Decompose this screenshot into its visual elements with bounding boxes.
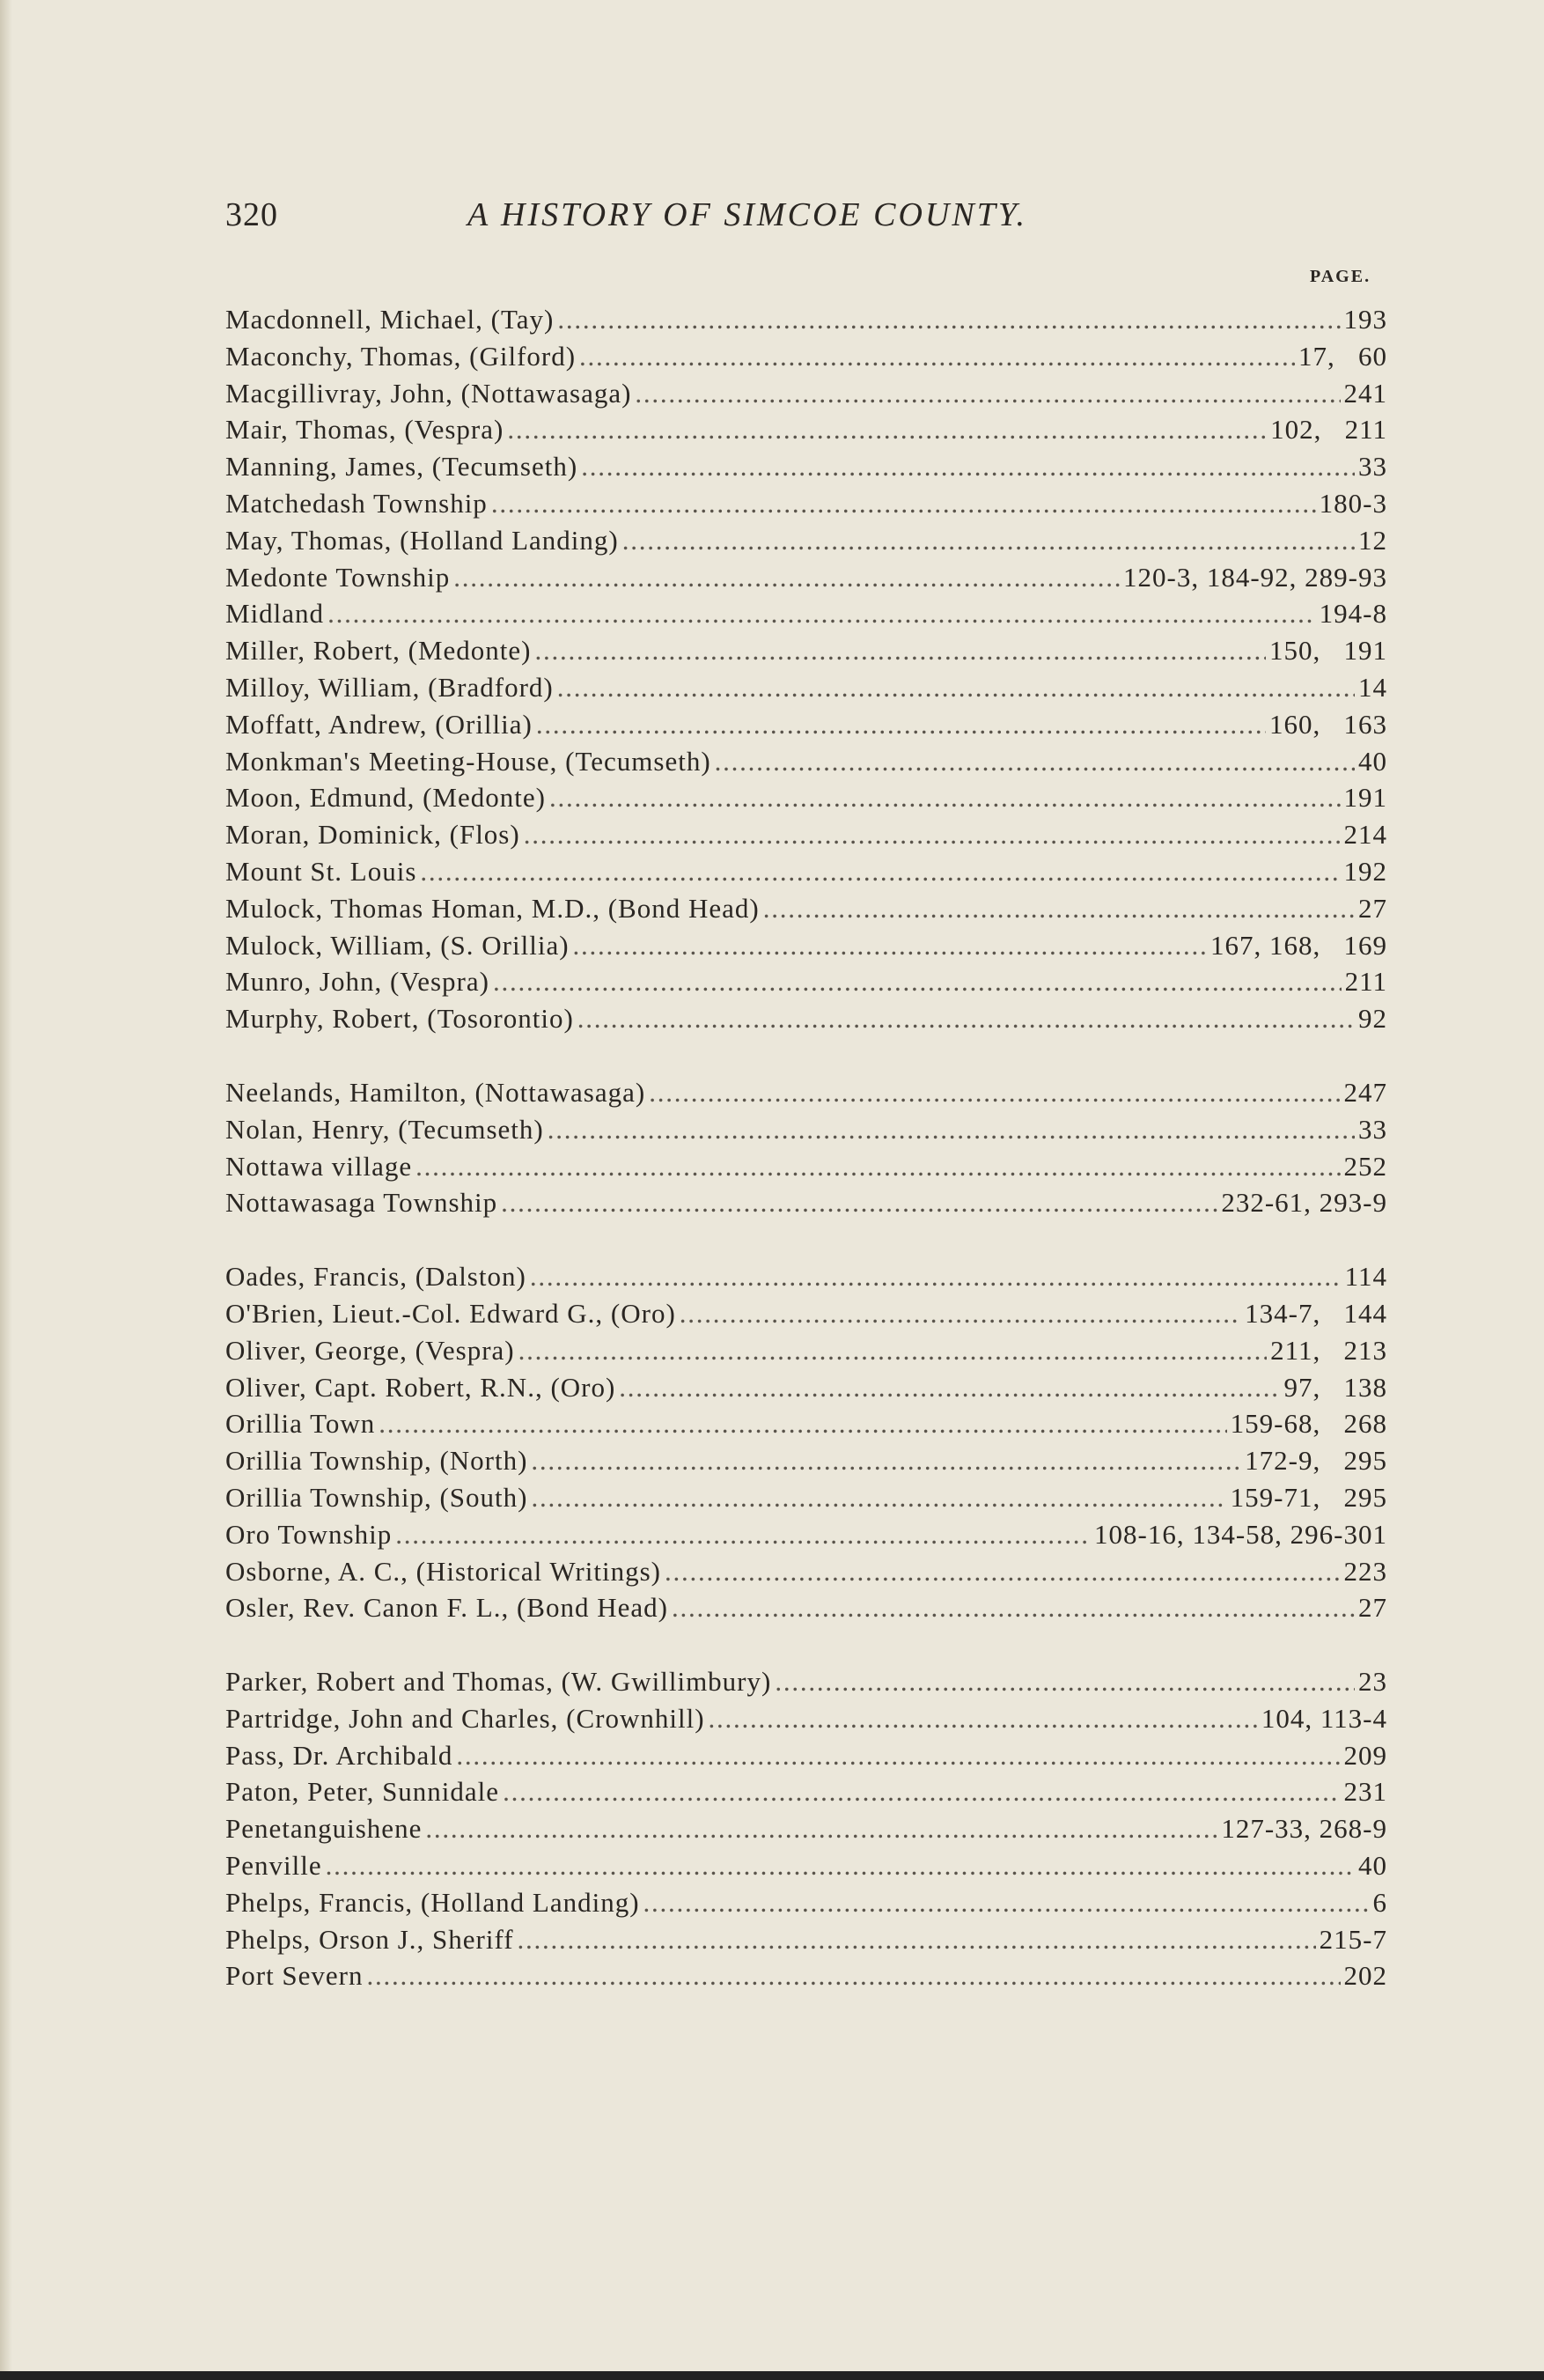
entry-name: Osborne, A. C., (Historical Writings) bbox=[225, 1555, 661, 1587]
entry-pages: 193 bbox=[1343, 304, 1387, 335]
dot-leader bbox=[709, 1703, 1258, 1735]
entry-name: Oliver, George, (Vespra) bbox=[225, 1334, 515, 1366]
dot-leader bbox=[579, 341, 1295, 372]
entry-name: Munro, John, (Vespra) bbox=[225, 966, 489, 998]
index-entry bbox=[225, 1666, 1387, 1703]
index-entry bbox=[225, 782, 1387, 819]
dot-leader bbox=[619, 1372, 1280, 1404]
entry-pages: 127-33, 268-9 bbox=[1221, 1813, 1387, 1845]
entry-pages: 167, 168, 169 bbox=[1210, 929, 1387, 961]
index-entry bbox=[225, 635, 1387, 672]
entry-name: Maconchy, Thomas, (Gilford) bbox=[225, 340, 577, 372]
entry-name: Partridge, John and Charles, (Crownhill) bbox=[225, 1702, 705, 1734]
entry-pages: 6 bbox=[1372, 1886, 1387, 1918]
entry-name: Oliver, Capt. Robert, R.N., (Oro) bbox=[225, 1371, 616, 1403]
dot-leader bbox=[557, 304, 1340, 335]
index-entry bbox=[225, 1003, 1387, 1040]
entry-pages: 33 bbox=[1358, 451, 1387, 483]
entry-pages: 215-7 bbox=[1319, 1923, 1387, 1955]
index-entry bbox=[225, 451, 1387, 488]
dot-leader bbox=[415, 1151, 1340, 1183]
entry-pages: 150, 191 bbox=[1269, 635, 1387, 667]
entry-name: Monkman's Meeting-House, (Tecumseth) bbox=[225, 745, 711, 777]
dot-leader bbox=[763, 893, 1355, 925]
index-entry bbox=[225, 856, 1387, 893]
entry-name: Milloy, William, (Bradford) bbox=[225, 671, 554, 703]
dot-leader bbox=[548, 1114, 1355, 1146]
entry-name: Mulock, Thomas Homan, M.D., (Bond Head) bbox=[225, 892, 760, 924]
dot-leader bbox=[367, 1960, 1341, 1992]
page-edge-shadow bbox=[0, 0, 12, 2380]
entry-pages: 27 bbox=[1358, 892, 1387, 924]
index-entry bbox=[225, 1703, 1387, 1740]
entry-name: Moran, Dominick, (Flos) bbox=[225, 819, 520, 851]
entry-pages: 17, 60 bbox=[1298, 340, 1387, 372]
dot-leader bbox=[453, 562, 1120, 593]
entry-name: Macgillivray, John, (Nottawasaga) bbox=[225, 377, 632, 409]
entry-name: Mulock, William, (S. Orillia) bbox=[225, 929, 570, 961]
dot-leader bbox=[534, 635, 1266, 667]
entry-pages: 104, 113-4 bbox=[1261, 1702, 1387, 1734]
dot-leader bbox=[680, 1298, 1241, 1330]
dot-leader bbox=[507, 414, 1267, 446]
entry-name: Oades, Francis, (Dalston) bbox=[225, 1261, 526, 1293]
index-group bbox=[225, 1261, 1387, 1629]
entry-name: Parker, Robert and Thomas, (W. Gwillimbury) bbox=[225, 1666, 772, 1698]
entry-pages: 102, 211 bbox=[1270, 414, 1387, 446]
dot-leader bbox=[573, 930, 1207, 962]
page-bottom-edge bbox=[0, 2371, 1544, 2380]
entry-pages: 114 bbox=[1344, 1261, 1387, 1293]
dot-leader bbox=[715, 746, 1355, 777]
index-entry bbox=[225, 1408, 1387, 1445]
page-number: 320 bbox=[225, 196, 278, 233]
entry-pages: 192 bbox=[1343, 855, 1387, 887]
index-entry bbox=[225, 746, 1387, 783]
entry-pages: 223 bbox=[1343, 1555, 1387, 1587]
entry-pages: 97, 138 bbox=[1283, 1371, 1387, 1403]
dot-leader bbox=[327, 598, 1316, 630]
entry-pages: 40 bbox=[1358, 1850, 1387, 1882]
index-entry bbox=[225, 1482, 1387, 1519]
dot-leader bbox=[672, 1592, 1355, 1624]
dot-leader bbox=[649, 1077, 1340, 1109]
entry-pages: 241 bbox=[1343, 377, 1387, 409]
index-entry bbox=[225, 1445, 1387, 1482]
index-entry bbox=[225, 1813, 1387, 1850]
entry-pages: 160, 163 bbox=[1269, 708, 1387, 740]
index-entry bbox=[225, 1114, 1387, 1151]
index-entry bbox=[225, 1261, 1387, 1298]
entry-name: Phelps, Francis, (Holland Landing) bbox=[225, 1886, 640, 1918]
index-entry bbox=[225, 709, 1387, 746]
entry-pages: 232-61, 293-9 bbox=[1221, 1187, 1387, 1219]
entry-pages: 209 bbox=[1343, 1739, 1387, 1771]
entry-pages: 211, 213 bbox=[1270, 1334, 1387, 1366]
entry-name: Orillia Town bbox=[225, 1408, 376, 1440]
page-column-heading: PAGE. bbox=[1310, 267, 1371, 286]
entry-name: Nolan, Henry, (Tecumseth) bbox=[225, 1113, 544, 1145]
entry-pages: 40 bbox=[1358, 745, 1387, 777]
entry-pages: 27 bbox=[1358, 1592, 1387, 1624]
entry-pages: 108-16, 134-58, 296-301 bbox=[1094, 1518, 1387, 1550]
entry-name: Phelps, Orson J., Sheriff bbox=[225, 1923, 514, 1955]
index-entry bbox=[225, 1556, 1387, 1593]
entry-name: Pass, Dr. Archibald bbox=[225, 1739, 453, 1771]
entry-name: May, Thomas, (Holland Landing) bbox=[225, 524, 619, 556]
index-group bbox=[225, 1077, 1387, 1224]
entry-pages: 194-8 bbox=[1319, 598, 1387, 630]
dot-leader bbox=[536, 709, 1266, 741]
entry-name: O'Brien, Lieut.-Col. Edward G., (Oro) bbox=[225, 1297, 676, 1329]
dot-leader bbox=[622, 525, 1355, 556]
entry-pages: 172-9, 295 bbox=[1245, 1445, 1387, 1477]
entry-name: Moffatt, Andrew, (Orillia) bbox=[225, 708, 533, 740]
dot-leader bbox=[491, 488, 1316, 519]
index-entry bbox=[225, 1077, 1387, 1114]
index-entry bbox=[225, 414, 1387, 451]
index-entry bbox=[225, 1151, 1387, 1188]
dot-leader bbox=[665, 1556, 1341, 1588]
index-entry bbox=[225, 488, 1387, 525]
entry-pages: 12 bbox=[1358, 524, 1387, 556]
entry-name: Oro Township bbox=[225, 1518, 393, 1550]
dot-leader bbox=[581, 451, 1355, 483]
entry-name: Port Severn bbox=[225, 1960, 364, 1992]
entry-pages: 211 bbox=[1344, 966, 1387, 998]
entry-pages: 159-68, 268 bbox=[1230, 1408, 1387, 1440]
dot-leader bbox=[635, 378, 1340, 409]
entry-pages: 180-3 bbox=[1319, 487, 1387, 519]
dot-leader bbox=[395, 1519, 1091, 1551]
entry-pages: 14 bbox=[1358, 671, 1387, 703]
index-entry bbox=[225, 1187, 1387, 1224]
index-entry bbox=[225, 966, 1387, 1003]
dot-leader bbox=[549, 782, 1341, 814]
dot-leader bbox=[524, 819, 1341, 851]
index-entry bbox=[225, 1372, 1387, 1409]
entry-name: Miller, Robert, (Medonte) bbox=[225, 635, 532, 667]
entry-pages: 120-3, 184-92, 289-93 bbox=[1123, 561, 1387, 593]
index-entry bbox=[225, 819, 1387, 856]
entry-name: Osler, Rev. Canon F. L., (Bond Head) bbox=[225, 1592, 668, 1624]
index-entry bbox=[225, 1924, 1387, 1961]
index-entry bbox=[225, 1298, 1387, 1335]
dot-leader bbox=[530, 1261, 1342, 1293]
running-head bbox=[225, 195, 1387, 239]
index-entry bbox=[225, 1519, 1387, 1556]
dot-leader bbox=[577, 1003, 1355, 1035]
index-entry bbox=[225, 378, 1387, 415]
index-entry bbox=[225, 1850, 1387, 1887]
entry-pages: 214 bbox=[1343, 819, 1387, 851]
index-list bbox=[225, 304, 1387, 2034]
dot-leader bbox=[503, 1776, 1340, 1808]
dot-leader bbox=[425, 1813, 1217, 1845]
dot-leader bbox=[531, 1482, 1226, 1514]
book-title: A HISTORY OF SIMCOE COUNTY. bbox=[467, 196, 1027, 233]
entry-pages: 252 bbox=[1343, 1150, 1387, 1182]
dot-leader bbox=[379, 1408, 1226, 1440]
entry-name: Penville bbox=[225, 1850, 322, 1882]
index-group bbox=[225, 304, 1387, 1040]
dot-leader bbox=[518, 1924, 1316, 1956]
index-entry bbox=[225, 672, 1387, 709]
index-entry bbox=[225, 1335, 1387, 1372]
entry-pages: 92 bbox=[1358, 1003, 1387, 1035]
entry-name: Orillia Township, (South) bbox=[225, 1481, 528, 1513]
entry-name: Mair, Thomas, (Vespra) bbox=[225, 414, 504, 446]
entry-name: Macdonnell, Michael, (Tay) bbox=[225, 304, 555, 335]
entry-pages: 231 bbox=[1343, 1776, 1387, 1808]
dot-leader bbox=[493, 966, 1342, 998]
dot-leader bbox=[501, 1187, 1217, 1219]
entry-pages: 33 bbox=[1358, 1113, 1387, 1145]
entry-pages: 202 bbox=[1343, 1960, 1387, 1992]
entry-name: Orillia Township, (North) bbox=[225, 1445, 528, 1477]
index-entry bbox=[225, 562, 1387, 599]
index-entry bbox=[225, 1960, 1387, 1997]
index-entry bbox=[225, 598, 1387, 635]
entry-name: Paton, Peter, Sunnidale bbox=[225, 1776, 500, 1808]
entry-name: Murphy, Robert, (Tosorontio) bbox=[225, 1003, 574, 1035]
entry-name: Matchedash Township bbox=[225, 487, 488, 519]
index-entry bbox=[225, 893, 1387, 930]
index-entry bbox=[225, 1592, 1387, 1629]
entry-pages: 23 bbox=[1358, 1666, 1387, 1698]
entry-name: Penetanguishene bbox=[225, 1813, 423, 1845]
dot-leader bbox=[420, 856, 1340, 888]
entry-name: Moon, Edmund, (Medonte) bbox=[225, 782, 546, 814]
index-entry bbox=[225, 525, 1387, 562]
entry-pages: 247 bbox=[1343, 1076, 1387, 1108]
entry-name: Nottawa village bbox=[225, 1150, 413, 1182]
index-entry bbox=[225, 304, 1387, 341]
index-entry bbox=[225, 341, 1387, 378]
index-entry bbox=[225, 930, 1387, 967]
entry-name: Midland bbox=[225, 598, 325, 630]
entry-name: Neelands, Hamilton, (Nottawasaga) bbox=[225, 1076, 646, 1108]
entry-pages: 159-71, 295 bbox=[1230, 1481, 1387, 1513]
index-entry bbox=[225, 1776, 1387, 1813]
dot-leader bbox=[518, 1335, 1268, 1367]
entry-name: Nottawasaga Township bbox=[225, 1187, 498, 1219]
entry-name: Manning, James, (Tecumseth) bbox=[225, 451, 578, 483]
entry-name: Mount St. Louis bbox=[225, 855, 417, 887]
index-entry bbox=[225, 1740, 1387, 1777]
dot-leader bbox=[557, 672, 1355, 704]
dot-leader bbox=[643, 1887, 1370, 1919]
dot-leader bbox=[775, 1666, 1355, 1698]
index-group bbox=[225, 1666, 1387, 1997]
index-entry bbox=[225, 1887, 1387, 1924]
entry-pages: 134-7, 144 bbox=[1245, 1297, 1387, 1329]
dot-leader bbox=[456, 1740, 1340, 1772]
dot-leader bbox=[326, 1850, 1355, 1882]
dot-leader bbox=[531, 1445, 1241, 1477]
entry-name: Medonte Township bbox=[225, 561, 451, 593]
entry-pages: 191 bbox=[1343, 782, 1387, 814]
